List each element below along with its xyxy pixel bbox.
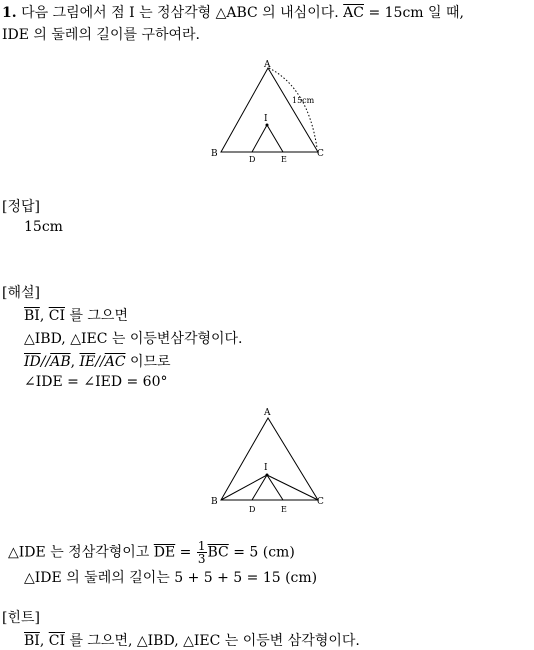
triangle-abc bbox=[221, 68, 318, 152]
explanation-line-3: $\overline{ID}//\overline{AB}$, $\overline{IE}//\overline{AC}$ 이므로 bbox=[24, 354, 171, 370]
triangle-ide bbox=[252, 125, 283, 152]
dotted-arc bbox=[269, 68, 317, 148]
label-c-2: C bbox=[317, 497, 324, 507]
figure-2 bbox=[205, 406, 335, 514]
problem-text-b: = 15cm 일 때, bbox=[368, 5, 464, 21]
segment-ac: $\overline{AC}$ bbox=[343, 5, 364, 21]
fraction-one-third: $\frac{1}{3}$ bbox=[197, 539, 206, 566]
label-e: E bbox=[281, 155, 287, 164]
problem-number: 1. bbox=[2, 5, 17, 21]
label-d: D bbox=[249, 155, 256, 164]
hint-heading: [힌트] bbox=[2, 610, 40, 626]
triangle-ide-2 bbox=[252, 475, 283, 500]
incenter-point-2 bbox=[266, 474, 269, 477]
triangle-abc-2 bbox=[221, 418, 318, 500]
segment-bi: $\overline{BI}$ bbox=[24, 308, 40, 324]
explanation-line-2: △IBD, △IEC 는 이등변삼각형이다. bbox=[24, 331, 243, 347]
label-d-2: D bbox=[249, 505, 256, 514]
segment-ci: $\overline{CI}$ bbox=[48, 308, 65, 324]
answer-heading: [정답] bbox=[2, 199, 40, 215]
figure-1 bbox=[205, 58, 335, 166]
label-b: B bbox=[211, 149, 218, 159]
explanation-line-6: △IDE 의 둘레의 길이는 5 + 5 + 5 = 15 (cm) bbox=[24, 570, 318, 586]
problem-text-a: 다음 그림에서 점 I 는 정삼각형 △ABC 의 내심이다. bbox=[21, 5, 339, 21]
problem-line-1 bbox=[2, 2, 464, 22]
explanation-line-1: $\overline{BI}$, $\overline{CI}$ 를 그으면 bbox=[24, 308, 128, 324]
label-a-2: A bbox=[264, 408, 271, 418]
label-b-2: B bbox=[211, 497, 218, 507]
explanation-heading: [해설] bbox=[2, 285, 40, 301]
explanation-line-4: ∠IDE = ∠IED = 60° bbox=[24, 374, 168, 390]
label-i: I bbox=[264, 114, 268, 124]
label-e-2: E bbox=[281, 505, 287, 514]
label-a: A bbox=[264, 60, 271, 70]
label-i-2: I bbox=[264, 463, 268, 473]
label-length: 15cm bbox=[292, 96, 315, 105]
problem-line-2: IDE 의 둘레의 길이를 구하여라. bbox=[2, 27, 200, 43]
explanation-line-5: △IDE 는 정삼각형이고 $\overline{DE}$ = $\frac{1}{3}$ $\overline{BC} = 5$ (cm) bbox=[8, 539, 295, 566]
hint-text: $\overline{BI}$, $\overline{CI}$ 를 그으면, △IBD, △IEC 는 이등변 삼각형이다. bbox=[24, 633, 360, 649]
label-c: C bbox=[317, 149, 324, 159]
answer-value: 15cm bbox=[24, 219, 63, 235]
